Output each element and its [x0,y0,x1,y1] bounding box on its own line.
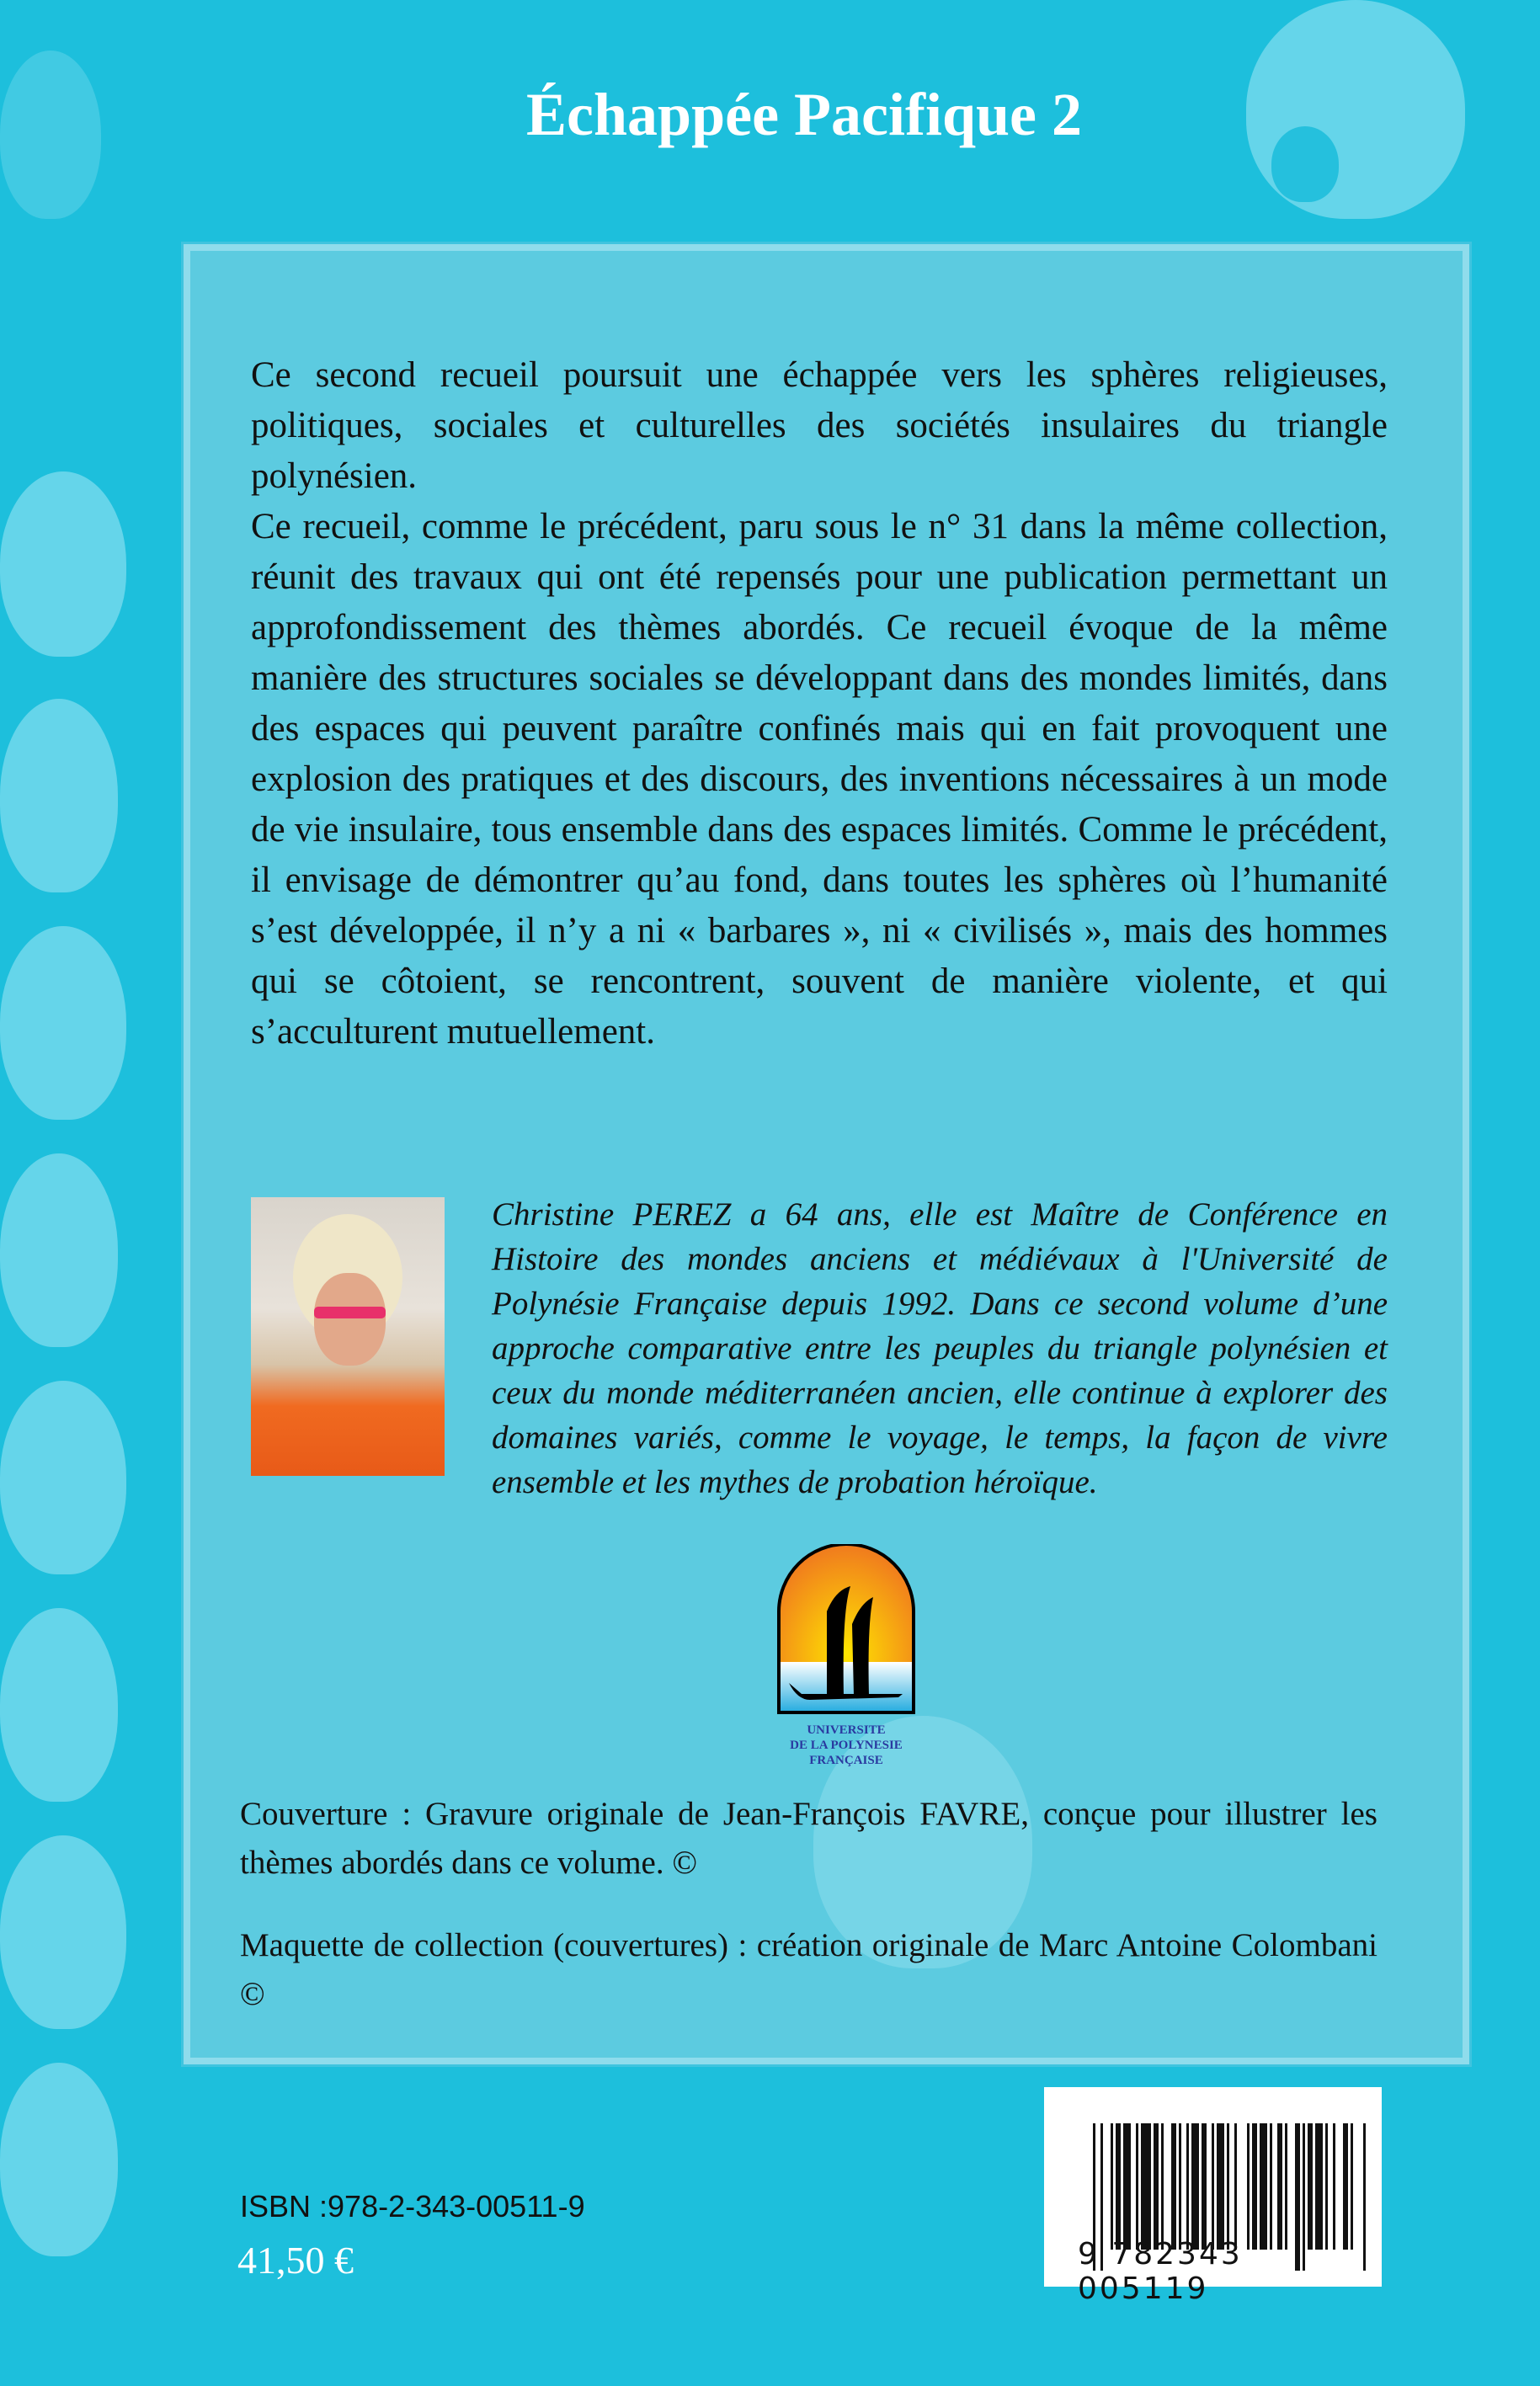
barcode-bar [1212,2123,1214,2250]
barcode-digits: 9 782343 005119 [1078,2237,1243,2306]
barcode-bar [1333,2123,1335,2250]
barcode-bar [1252,2123,1257,2250]
barcode-bar [1285,2123,1287,2250]
barcode-bar [1191,2123,1199,2250]
barcode-bar [1116,2123,1121,2250]
barcode-bar [1141,2123,1151,2250]
barcode-bar [1202,2123,1207,2250]
svg-text:DE LA POLYNESIE: DE LA POLYNESIE [790,1739,903,1752]
layout-credit: Maquette de collection (couvertures) : création originale de Marc Antoine Colombani © [240,1927,1377,2012]
summary-paragraph: Ce recueil, comme le précédent, paru sous le n° 31 dans la même collection, réunit des travaux qui ont été repensés pour une publication permettant un approfondissement des thèmes abordés. Ce recueil évoque de la même manière des structures sociales se développant dans des mondes limités, dans des espaces qui peuvent paraître confinés mais qui en fait provoquent une explosion des pratiques et des discours, des inventions nécessaires à un mode de vie insulaire, tous ensemble dans des espaces limités. Comme le précédent, il envisage de démontrer qu’au fond, dans toutes les sphères où l’humanité s’est développée, il n’y a ni « barbares », ni « civilisés », mais des hommes qui se côtoient, se rencontrent, souvent de manière violente, et qui s’acculturent mutuellement. [251,507,1388,1052]
barcode-bar [1351,2123,1353,2250]
barcode-bar [1343,2123,1348,2250]
barcode-bar [1270,2123,1272,2250]
summary-paragraph: Ce second recueil poursuit une échappée vers les sphères religieuses, politiques, sociales et culturelles des sociétés insulaires du triangle polynésien. [251,355,1388,496]
barcode-bar [1136,2123,1138,2250]
barcode-bar [1234,2123,1237,2250]
barcode-bar [1260,2123,1267,2250]
author-bio: Christine PEREZ a 64 ans, elle est Maître de Conférence en Histoire des mondes anciens et médiévaux à l'Université de Polynésie Française depuis 1992. Dans ce second volume d’une approche comparative entre les peuples du triangle polynésien et ceux du monde méditerranéen ancien, elle continue à explorer des domaines variés, comme le voyage, le temps, la façon de vivre ensemble et les mythes de probation héroïque. [492,1196,1388,1500]
isbn-barcode [1044,2087,1382,2306]
barcode-bar [1325,2123,1328,2250]
barcode-bar [1161,2123,1164,2250]
barcode-bar [1308,2123,1313,2250]
barcode-bar [1217,2123,1224,2250]
svg-text:UNIVERSITE: UNIVERSITE [807,1723,886,1737]
barcode-bar [1171,2123,1176,2250]
isbn-text: ISBN :978-2-343-00511-9 [240,2189,585,2224]
university-logo [776,1544,916,1776]
barcode-bar [1186,2123,1189,2250]
barcode-bar [1111,2123,1113,2250]
barcode-bar [1227,2123,1229,2250]
cover-credit: Couverture : Gravure originale de Jean-François FAVRE, conçue pour illustrer les thèmes abordés dans ce volume. © [240,1796,1377,1881]
summary-text [251,350,1388,1057]
author-photo [251,1197,445,1476]
barcode-bar [1247,2123,1250,2250]
barcode-bar [1315,2123,1323,2250]
barcode-bar [1277,2123,1282,2250]
barcode-bar [1154,2123,1159,2250]
barcode-bar [1179,2123,1181,2250]
svg-text:FRANÇAISE: FRANÇAISE [809,1754,883,1767]
price: 41,50 € [237,2239,354,2282]
book-title: Échappée Pacifique 2 [526,81,1082,148]
barcode-bar [1123,2123,1131,2250]
